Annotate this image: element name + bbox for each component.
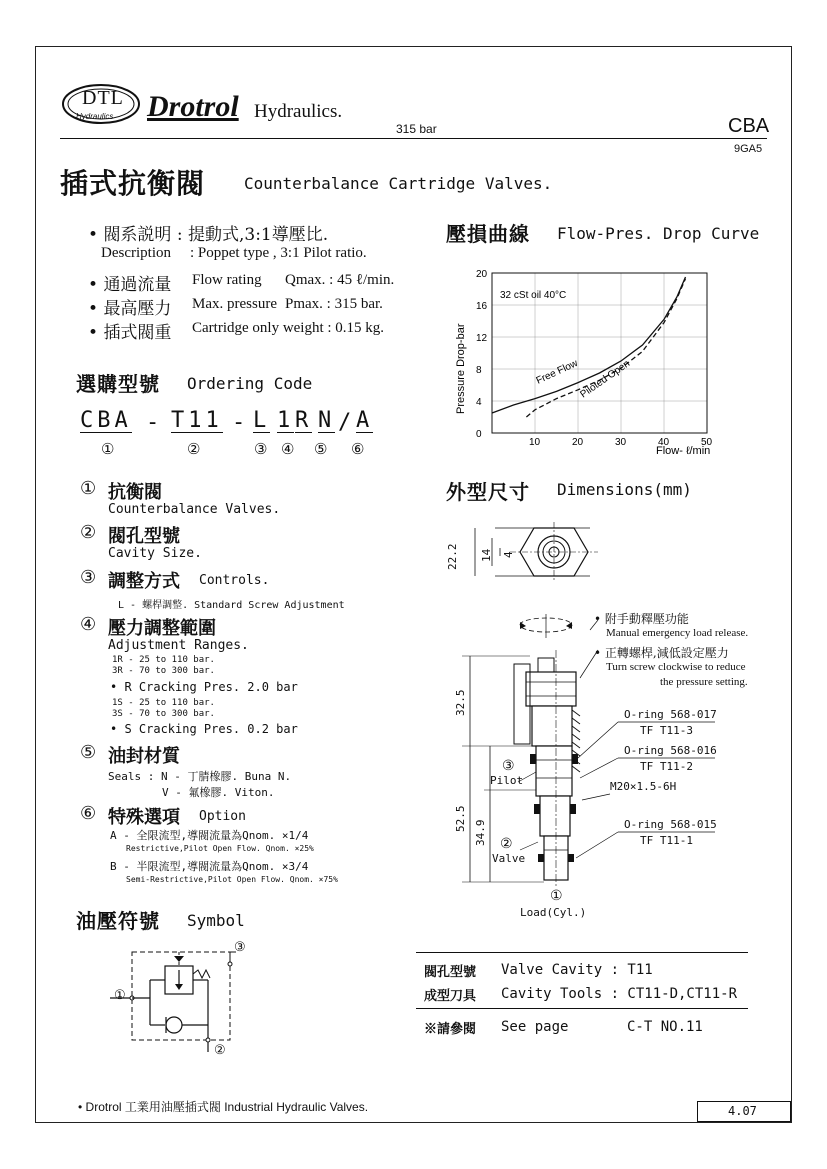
- spec-desc-value: 提動式,3:1導壓比.: [187, 225, 329, 245]
- x-tick-label: 20: [572, 437, 584, 448]
- chart-title-en: Flow-Pres. Drop Curve: [557, 224, 760, 243]
- marker-5: ⑤: [314, 440, 328, 458]
- model-code: CBA: [728, 115, 770, 137]
- cavity-table-mid-rule: [416, 1008, 748, 1009]
- order-seg-n: N: [318, 408, 336, 433]
- chart-ylabel: Pressure Drop-bar: [455, 323, 467, 414]
- item4-scrack: • S Cracking Pres. 0.2 bar: [110, 722, 298, 736]
- oring-2: O-ring 568-016: [624, 744, 717, 757]
- item6-a1: A - 全限流型,導閥流量為Qnom. ×1/4: [110, 829, 309, 842]
- item6-num: ⑥: [80, 803, 97, 824]
- spec-desc-en-value: : Poppet type , 3:1 Pilot ratio.: [190, 245, 367, 261]
- cavity-row1-label: 閥孔型號: [424, 965, 477, 980]
- spec-flow-value: Qmax. : 45 ℓ/min.: [285, 272, 395, 288]
- order-seg-t11: T11: [171, 408, 223, 433]
- dim-title-en: Dimensions(mm): [557, 480, 692, 499]
- item5-zh: 油封材質: [108, 746, 180, 767]
- item4-zh: 壓力調整範圍: [108, 618, 216, 639]
- item1-num: ①: [80, 478, 97, 499]
- item4-en: Adjustment Ranges.: [108, 638, 249, 653]
- item6-b2: Semi-Restrictive,Pilot Open Flow. Qnom. ×75%: [126, 875, 338, 884]
- spec-pressure-en: Max. pressure: [192, 296, 277, 312]
- brand-name: Drotrol: [147, 90, 239, 123]
- item6-en: Option: [199, 809, 246, 824]
- header-rule: [60, 138, 767, 139]
- dim-52-5: 52.5: [454, 805, 467, 832]
- note1-en: Manual emergency load release.: [606, 627, 749, 639]
- marker-3: ③: [254, 440, 268, 458]
- title-en: Counterbalance Cartridge Valves.: [244, 174, 553, 193]
- y-tick-label: 4: [476, 397, 482, 408]
- item3-en: Controls.: [199, 573, 270, 588]
- valve-port-num: ②: [500, 836, 513, 852]
- y-tick-label: 16: [476, 301, 488, 312]
- ordering-title-en: Ordering Code: [187, 374, 313, 393]
- dim-4: 4: [502, 551, 515, 558]
- item4-s2: 3S - 70 to 300 bar.: [112, 709, 215, 719]
- spec-weight-zh: • 插式閥重: [88, 323, 172, 343]
- order-sep-2: -: [232, 410, 250, 435]
- pilot-port-num: ③: [502, 758, 515, 774]
- note2-zh-text: 正轉螺桿,減低設定壓力: [604, 646, 729, 660]
- spec-weight-label: 插式閥重: [103, 323, 172, 343]
- load-port-label: Load(Cyl.): [520, 906, 587, 919]
- header-pressure: 315 bar: [396, 122, 437, 136]
- logo: [60, 82, 142, 130]
- spec-desc-zh: • 閥系説明 : 提動式,3:1導壓比.: [88, 225, 329, 245]
- page-number-box: [697, 1101, 791, 1122]
- series-pilot-label: Piloted Open: [578, 358, 633, 401]
- spec-flow-en: Flow rating: [192, 272, 262, 288]
- spec-desc-label: 閥系説明: [103, 225, 172, 245]
- item1-en: Counterbalance Valves.: [108, 502, 281, 517]
- chart-xlabel: Flow- ℓ/min: [656, 445, 711, 457]
- cavity-row2-value: Cavity Tools : CT11-D,CT11-R: [501, 986, 738, 1002]
- item4-r1: 1R - 25 to 110 bar.: [112, 655, 215, 665]
- symbol-title-en: Symbol: [187, 911, 245, 930]
- oring-1: O-ring 568-017: [624, 708, 717, 721]
- marker-2: ②: [187, 440, 201, 458]
- note1-zh-text: 附手動釋壓功能: [604, 612, 689, 626]
- marker-4: ④: [281, 440, 295, 458]
- item2-num: ②: [80, 522, 97, 543]
- item6-b1: B - 半限流型,導閥流量為Qnom. ×3/4: [110, 860, 309, 873]
- cavity-row3-label: ※請參閱: [424, 1022, 477, 1037]
- valve-port-label: Valve: [492, 852, 526, 865]
- spec-weight-en: Cartridge only weight : 0.15 kg.: [192, 320, 385, 336]
- dim-14: 14: [480, 548, 493, 562]
- order-seg-a: A: [356, 408, 374, 433]
- item5-num: ⑤: [80, 742, 97, 763]
- note1-zh: • 附手動釋壓功能: [594, 612, 689, 626]
- item3-num: ③: [80, 567, 97, 588]
- order-seg-cba: CBA: [80, 408, 132, 433]
- cavity-row2-label: 成型刀具: [424, 989, 477, 1004]
- load-port-num: ①: [550, 888, 563, 904]
- dim-22-2: 22.2: [446, 543, 459, 570]
- chart-oil-note: 32 cSt oil 40°C: [500, 290, 567, 301]
- symbol-title-zh: 油壓符號: [76, 909, 160, 933]
- x-tick-label: 10: [529, 437, 541, 448]
- item6-a2: Restrictive,Pilot Open Flow. Qnom. ×25%: [126, 844, 314, 853]
- logo-text: DTL: [82, 87, 124, 109]
- cavity-table-top-rule: [416, 952, 748, 953]
- dim-34-9: 34.9: [474, 819, 487, 846]
- order-seg-1: 1: [277, 408, 295, 433]
- order-seg-l: L: [253, 408, 271, 433]
- dimension-drawing: [440, 510, 780, 930]
- item4-rcrack: • R Cracking Pres. 2.0 bar: [110, 680, 298, 694]
- spec-pressure-zh: • 最高壓力: [88, 299, 172, 319]
- y-tick-label: 20: [476, 269, 488, 280]
- y-tick-label: 0: [476, 429, 482, 440]
- order-sep-1: -: [146, 410, 164, 435]
- item2-zh: 閥孔型號: [108, 526, 180, 547]
- x-tick-label: 30: [615, 437, 627, 448]
- spec-pressure-value: Pmax. : 315 bar.: [285, 296, 383, 312]
- item3-zh: 調整方式: [108, 571, 180, 592]
- spec-desc-en-label: Description: [101, 245, 171, 261]
- spec-flow-zh: • 通過流量: [88, 275, 172, 295]
- x-tick-label: 40: [658, 437, 670, 448]
- thread-spec: M20×1.5-6H: [610, 780, 677, 793]
- y-tick-label: 12: [476, 333, 488, 344]
- note2-zh: • 正轉螺桿,減低設定壓力: [594, 646, 729, 660]
- order-seg-r: R: [295, 408, 313, 433]
- logo-sub: Hydraulics: [76, 112, 114, 121]
- note2-en1: Turn screw clockwise to reduce: [606, 661, 746, 673]
- brand-suffix: Hydraulics.: [254, 101, 343, 122]
- symbol-port-1: ①: [114, 988, 126, 1003]
- symbol-port-2: ②: [214, 1043, 226, 1058]
- cavity-row3-ref[interactable]: C-T NO.11: [627, 1019, 703, 1035]
- item6-zh: 特殊選項: [108, 807, 180, 828]
- symbol-port-3: ③: [234, 940, 246, 955]
- ordering-title-zh: 選購型號: [76, 372, 160, 396]
- spec-pressure-label: 最高壓力: [103, 299, 172, 319]
- hydraulic-symbol: [110, 940, 250, 1060]
- dim-32-5: 32.5: [454, 689, 467, 716]
- oring-1-tf: TF T11-3: [640, 724, 693, 737]
- oring-2-tf: TF T11-2: [640, 760, 693, 773]
- flow-chart: [450, 262, 740, 462]
- dim-title-zh: 外型尺寸: [446, 480, 530, 504]
- item4-s1: 1S - 25 to 110 bar.: [112, 698, 215, 708]
- chart-title-zh: 壓損曲線: [446, 222, 530, 246]
- cavity-row1-value: Valve Cavity : T11: [501, 962, 653, 978]
- oring-3-tf: TF T11-1: [640, 834, 693, 847]
- item2-en: Cavity Size.: [108, 546, 202, 561]
- cavity-row3-value: See page: [501, 1019, 569, 1035]
- item1-zh: 抗衡閥: [108, 482, 162, 503]
- oring-3: O-ring 568-015: [624, 818, 717, 831]
- pilot-port-label: Pilot: [490, 774, 524, 787]
- note2-en2: the pressure setting.: [660, 676, 748, 688]
- item5-seal-v: V - 氟橡膠. Viton.: [162, 786, 275, 799]
- title-zh: 插式抗衡閥: [60, 167, 206, 200]
- series-free-label: Free Flow: [534, 357, 580, 387]
- page-number: 4.07: [728, 1104, 757, 1118]
- item4-num: ④: [80, 614, 97, 635]
- item3-sub: L - 螺桿調整. Standard Screw Adjustment: [118, 600, 345, 611]
- doc-code: 9GA5: [734, 143, 763, 155]
- item4-r2: 3R - 70 to 300 bar.: [112, 666, 215, 676]
- y-tick-label: 8: [476, 365, 482, 376]
- marker-1: ①: [101, 440, 115, 458]
- item5-seal-n: Seals : N - 丁腈橡膠. Buna N.: [108, 770, 292, 783]
- spec-flow-label: 通過流量: [103, 275, 172, 295]
- order-sep-3: /: [338, 410, 356, 435]
- x-tick-label: 50: [701, 437, 713, 448]
- footer-text: • Drotrol 工業用油壓插式閥 Industrial Hydraulic Valves.: [78, 1100, 369, 1114]
- marker-6: ⑥: [351, 440, 365, 458]
